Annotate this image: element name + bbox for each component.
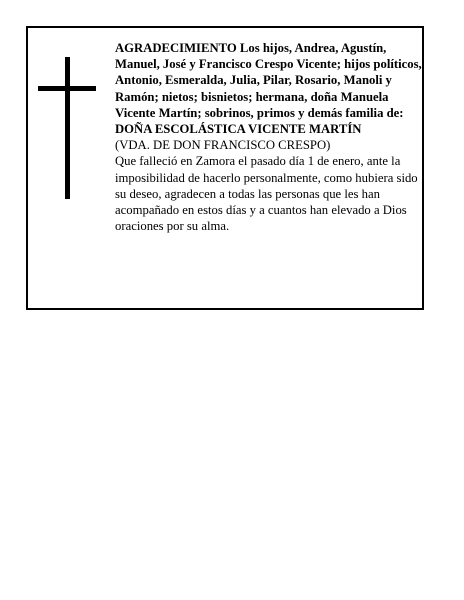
cross-vertical-bar (65, 57, 70, 199)
intro-text: Los hijos, Andrea, Agustín, Manuel, José y Francisco Crespo Vicente; hijos políticos, Antonio, Esmeralda, Julia, Pilar, Rosario, Manoli y Ramón; nietos; bisnietos; hermana, doña Manuela Vicente Martín; sobrinos, primos y demás familia de: (115, 41, 422, 120)
cross-icon (38, 57, 96, 199)
deceased-name: DOÑA ESCOLÁSTICA VICENTE MARTÍN (115, 122, 362, 137)
deceased-subtitle: (VDA. DE DON FRANCISCO CRESPO) (115, 138, 331, 153)
cross-horizontal-bar (38, 86, 96, 91)
notice-text (115, 40, 423, 234)
intro-heading: AGRADECIMIENTO (115, 41, 237, 55)
obituary-notice (26, 26, 424, 310)
body-paragraph: Que falleció en Zamora el pasado día 1 de enero, ante la imposibilidad de hacerlo personalmente, como hubiera sido su deseo, agradecen a todas las personas que les han acompañado en estos días y a cuantos han elevado a Dios oraciones por su alma. (115, 154, 418, 234)
intro-paragraph (115, 40, 423, 121)
